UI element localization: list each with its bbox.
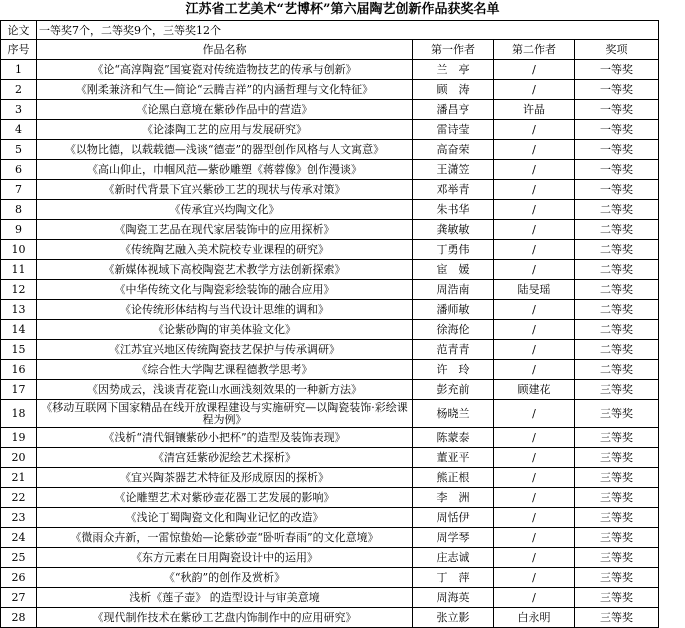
cell-author1: 兰 亭: [413, 60, 494, 80]
cell-author2: /: [494, 468, 575, 488]
table-row: [1, 140, 659, 160]
header-award: 奖项: [575, 40, 659, 60]
cell-author1: 朱书华: [413, 200, 494, 220]
cell-award: 三等奖: [575, 568, 659, 588]
cell-author1: 王潇笠: [413, 160, 494, 180]
cell-author2: /: [494, 360, 575, 380]
cell-no: 5: [1, 140, 37, 160]
table-row: [1, 508, 659, 528]
cell-author1: 熊正根: [413, 468, 494, 488]
table-row: [1, 360, 659, 380]
cell-award: 二等奖: [575, 360, 659, 380]
table-row: [1, 448, 659, 468]
category-blank-cell: [413, 21, 494, 40]
header-no: 序号: [1, 40, 37, 60]
cell-author1: 杨晓兰: [413, 400, 494, 428]
table-row: [1, 548, 659, 568]
cell-award: 三等奖: [575, 548, 659, 568]
cell-title: 《浅析“清代铜镶紫砂小把杯”的造型及装饰表现》: [37, 428, 413, 448]
cell-no: 10: [1, 240, 37, 260]
cell-no: 16: [1, 360, 37, 380]
cell-author1: 周海英: [413, 588, 494, 608]
table-row: [1, 100, 659, 120]
cell-author2: /: [494, 60, 575, 80]
cell-title: 《中华传统文化与陶瓷彩绘装饰的融合应用》: [37, 280, 413, 300]
cell-author2: /: [494, 528, 575, 548]
cell-title: 《宜兴陶茶器艺术特征及形成原因的探析》: [37, 468, 413, 488]
table-row: [1, 468, 659, 488]
cell-author1: 周浩南: [413, 280, 494, 300]
cell-award: 一等奖: [575, 120, 659, 140]
cell-award: 一等奖: [575, 180, 659, 200]
cell-no: 11: [1, 260, 37, 280]
cell-award: 一等奖: [575, 140, 659, 160]
cell-no: 19: [1, 428, 37, 448]
cell-award: 三等奖: [575, 508, 659, 528]
cell-no: 7: [1, 180, 37, 200]
cell-title: 浅析《莲子壶》 的造型设计与审美意境: [37, 588, 413, 608]
cell-author2: /: [494, 160, 575, 180]
page-title: 江苏省工艺美术“艺博杯”第六届陶艺创新作品获奖名单: [185, 2, 500, 17]
table-row: [1, 608, 659, 628]
cell-award: 二等奖: [575, 220, 659, 240]
cell-award: 一等奖: [575, 60, 659, 80]
cell-author1: 龚敏敏: [413, 220, 494, 240]
cell-no: 22: [1, 488, 37, 508]
table-row: [1, 300, 659, 320]
table-row: [1, 400, 659, 428]
cell-award: 一等奖: [575, 80, 659, 100]
cell-no: 21: [1, 468, 37, 488]
cell-title: 《论黑白意境在紫砂作品中的营造》: [37, 100, 413, 120]
cell-title: 《传统陶艺融入美术院校专业课程的研究》: [37, 240, 413, 260]
cell-award: 二等奖: [575, 300, 659, 320]
cell-author2: /: [494, 588, 575, 608]
cell-author1: 宦 媛: [413, 260, 494, 280]
cell-title: 《论雕塑艺术对紫砂壶花器工艺发展的影响》: [37, 488, 413, 508]
cell-title: 《浅论丁蜀陶瓷文化和陶业记忆的改造》: [37, 508, 413, 528]
cell-title: 《论传统形体结构与当代设计思维的调和》: [37, 300, 413, 320]
cell-author2: /: [494, 120, 575, 140]
cell-title: 《东方元素在日用陶瓷设计中的运用》: [37, 548, 413, 568]
table-row: [1, 60, 659, 80]
cell-author2: /: [494, 300, 575, 320]
table-row: [1, 180, 659, 200]
cell-award: 三等奖: [575, 448, 659, 468]
cell-title: 《清宫廷紫砂泥绘艺术探析》: [37, 448, 413, 468]
cell-author1: 董亚平: [413, 448, 494, 468]
cell-title: 《论“高淳陶瓷”国宴瓷对传统造物技艺的传承与创新》: [37, 60, 413, 80]
header-author1: 第一作者: [413, 40, 494, 60]
cell-no: 1: [1, 60, 37, 80]
cell-no: 28: [1, 608, 37, 628]
cell-no: 3: [1, 100, 37, 120]
cell-author2: /: [494, 80, 575, 100]
cell-no: 18: [1, 400, 37, 428]
cell-author2: /: [494, 220, 575, 240]
cell-author1: 周恬伊: [413, 508, 494, 528]
category-label: 论文: [1, 21, 37, 40]
cell-author1: 陈蒙泰: [413, 428, 494, 448]
cell-author1: 潘昌亨: [413, 100, 494, 120]
table-row: [1, 528, 659, 548]
table-row: [1, 380, 659, 400]
cell-no: 27: [1, 588, 37, 608]
cell-author1: 潘师敏: [413, 300, 494, 320]
cell-award: 二等奖: [575, 200, 659, 220]
table-row: [1, 80, 659, 100]
cell-author1: 邓举青: [413, 180, 494, 200]
table-row: [1, 488, 659, 508]
cell-no: 9: [1, 220, 37, 240]
cell-title: 《“秋韵”的创作及赏析》: [37, 568, 413, 588]
cell-author1: 范青青: [413, 340, 494, 360]
cell-author2: /: [494, 568, 575, 588]
cell-title: 《以物比德，以载载德—浅谈“德壶”的器型创作风格与人文寓意》: [37, 140, 413, 160]
table-row: [1, 280, 659, 300]
cell-author2: /: [494, 448, 575, 468]
cell-title: 《移动互联网下国家精品在线开放课程建设与实施研究—以陶瓷装饰·彩绘课程为例》: [37, 400, 413, 428]
cell-title: 《综合性大学陶艺课程德教学思考》: [37, 360, 413, 380]
cell-award: 二等奖: [575, 260, 659, 280]
cell-title: 《因势成云，浅谈青花瓷山水画浅刻效果的一种新方法》: [37, 380, 413, 400]
cell-no: 8: [1, 200, 37, 220]
cell-author2: /: [494, 340, 575, 360]
cell-author1: 顾 涛: [413, 80, 494, 100]
cell-author1: 张立影: [413, 608, 494, 628]
cell-no: 15: [1, 340, 37, 360]
cell-author1: 许 玲: [413, 360, 494, 380]
table-row: [1, 568, 659, 588]
cell-title: 《论紫砂陶的审美体验文化》: [37, 320, 413, 340]
cell-no: 25: [1, 548, 37, 568]
cell-author1: 雷诗莹: [413, 120, 494, 140]
table-row: [1, 428, 659, 448]
cell-author1: 李 洲: [413, 488, 494, 508]
cell-no: 6: [1, 160, 37, 180]
cell-title: 《高山仰止，巾帼风范—紫砂雕塑《蒋蓉像》创作漫谈》: [37, 160, 413, 180]
cell-award: 二等奖: [575, 280, 659, 300]
cell-author1: 彭充前: [413, 380, 494, 400]
cell-award: 一等奖: [575, 100, 659, 120]
cell-author2: /: [494, 140, 575, 160]
cell-award: 一等奖: [575, 160, 659, 180]
cell-title: 《新时代背景下宜兴紫砂工艺的现状与传承对策》: [37, 180, 413, 200]
cell-award: 三等奖: [575, 400, 659, 428]
cell-award: 三等奖: [575, 528, 659, 548]
cell-award: 三等奖: [575, 380, 659, 400]
table-row: [1, 260, 659, 280]
cell-author2: 白永明: [494, 608, 575, 628]
category-blank-cell: [575, 21, 659, 40]
cell-award: 三等奖: [575, 468, 659, 488]
cell-author1: 周学琴: [413, 528, 494, 548]
cell-author2: 许晶: [494, 100, 575, 120]
table-row: [1, 320, 659, 340]
cell-award: 二等奖: [575, 320, 659, 340]
cell-title: 《新媒体视域下高校陶瓷艺术教学方法创新探索》: [37, 260, 413, 280]
table-row: [1, 120, 659, 140]
cell-author1: 庄志诚: [413, 548, 494, 568]
cell-author1: 丁勇伟: [413, 240, 494, 260]
category-summary: 一等奖7个，二等奖9个，三等奖12个: [37, 21, 413, 40]
table-row: [1, 220, 659, 240]
cell-no: 24: [1, 528, 37, 548]
cell-author2: 陆旻瑶: [494, 280, 575, 300]
table-row: [1, 160, 659, 180]
cell-no: 2: [1, 80, 37, 100]
cell-no: 4: [1, 120, 37, 140]
cell-title: 《论漆陶工艺的应用与发展研究》: [37, 120, 413, 140]
category-blank-cell: [494, 21, 575, 40]
table-row: [1, 340, 659, 360]
award-table-body: [1, 21, 659, 628]
cell-author1: 徐海伦: [413, 320, 494, 340]
table-row: [1, 588, 659, 608]
header-title: 作品名称: [37, 40, 413, 60]
cell-author2: /: [494, 180, 575, 200]
cell-no: 17: [1, 380, 37, 400]
cell-author2: /: [494, 260, 575, 280]
category-row: [1, 21, 659, 40]
cell-award: 三等奖: [575, 608, 659, 628]
cell-author2: /: [494, 488, 575, 508]
cell-award: 二等奖: [575, 240, 659, 260]
cell-no: 14: [1, 320, 37, 340]
cell-author2: /: [494, 428, 575, 448]
cell-author2: /: [494, 548, 575, 568]
cell-author2: /: [494, 508, 575, 528]
cell-title: 《江苏宜兴地区传统陶瓷技艺保护与传承调研》: [37, 340, 413, 360]
cell-no: 12: [1, 280, 37, 300]
header-row: [1, 40, 659, 60]
cell-title: 《陶瓷工艺品在现代家居装饰中的应用探析》: [37, 220, 413, 240]
cell-author2: /: [494, 240, 575, 260]
cell-author2: /: [494, 200, 575, 220]
cell-no: 23: [1, 508, 37, 528]
cell-author2: 顾建花: [494, 380, 575, 400]
cell-title: 《现代制作技术在紫砂工艺盘内饰制作中的应用研究》: [37, 608, 413, 628]
cell-award: 三等奖: [575, 588, 659, 608]
cell-title: 《刚柔兼济和气生—简论“云腾吉祥”的内涵哲理与文化特征》: [37, 80, 413, 100]
cell-award: 三等奖: [575, 428, 659, 448]
cell-title: 《微雨众卉新，一雷惊蛰始—论紫砂壶“卧听春雨”的文化意境》: [37, 528, 413, 548]
cell-author1: 丁 萍: [413, 568, 494, 588]
table-row: [1, 240, 659, 260]
cell-title: 《传承宜兴均陶文化》: [37, 200, 413, 220]
cell-no: 26: [1, 568, 37, 588]
cell-author1: 高奋荣: [413, 140, 494, 160]
table-row: [1, 200, 659, 220]
cell-author2: /: [494, 320, 575, 340]
cell-no: 20: [1, 448, 37, 468]
cell-no: 13: [1, 300, 37, 320]
award-table: [0, 20, 659, 628]
header-author2: 第二作者: [494, 40, 575, 60]
cell-award: 三等奖: [575, 488, 659, 508]
cell-award: 二等奖: [575, 340, 659, 360]
cell-author2: /: [494, 400, 575, 428]
